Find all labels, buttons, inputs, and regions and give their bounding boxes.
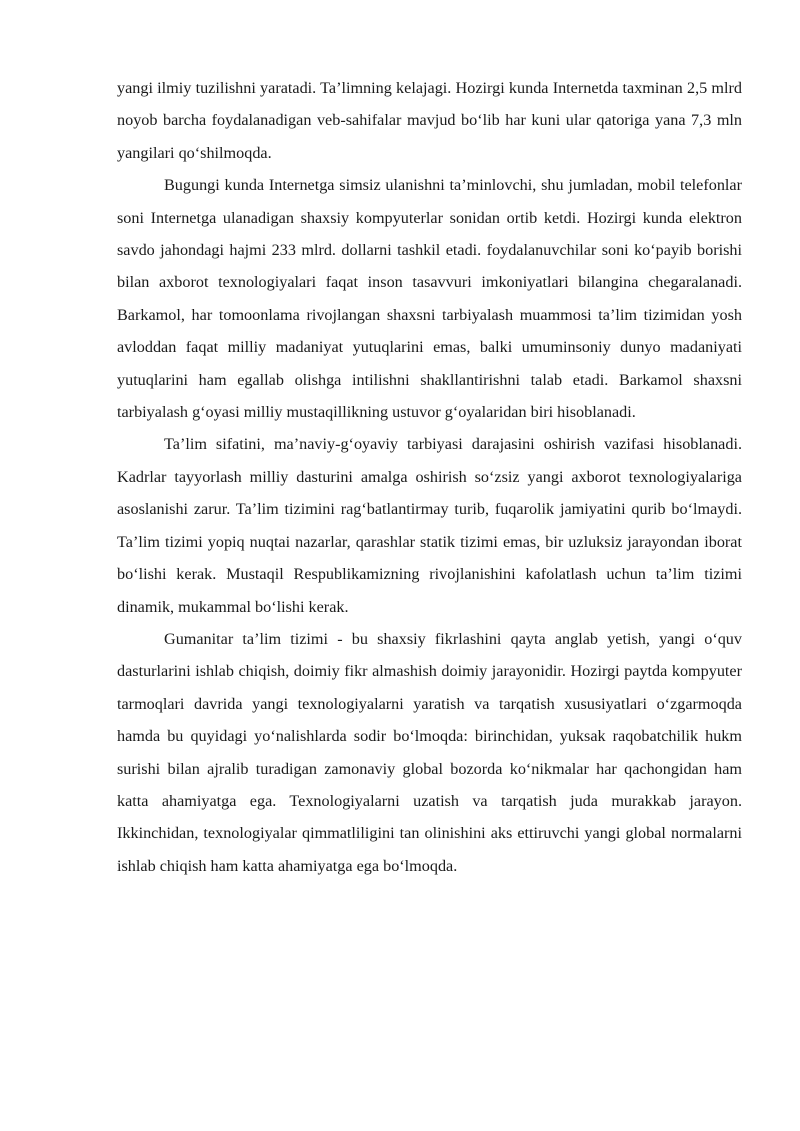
paragraph-2: Bugungi kunda Internetga simsiz ulanishni ta’minlovchi, shu jumladan, mobil telefonlar soni Internetga ulanadigan shaxsiy kompyuterlar sonidan ortib ketdi. Hozirgi kunda elektron savdo jahondagi hajmi 233 mlrd. dollarni tashkil etadi. foydalanuvchilar soni ko‘payib borishi bilan axborot texnologiyalari faqat inson tasavvuri imkoniyatlari bilangina chegaralanadi. Barkamol, har tomoonlama rivojlangan shaxsni tarbiyalash muammosi ta’lim tizimidan yosh avloddan faqat milliy madaniyat yutuqlarini emas, balki umuminsoniy dunyo madaniyati yutuqlarini ham egallab olishga intilishni shakllantirishni talab etadi. Barkamol shaxsni tarbiyalash g‘oyasi milliy mustaqillikning ustuvor g‘oyalaridan biri hisoblanadi.	[117, 176, 742, 422]
paragraph-1: yangi ilmiy tuzilishni yaratadi. Ta’limning kelajagi. Hozirgi kunda Internetda taxminan 2,5 mlrd noyob barcha foydalanadigan veb-sahifalar mavjud bo‘lib har kuni ular qatoriga yana 7,3 mln yangilari qo‘shilmoqda.	[117, 79, 742, 162]
document-page	[117, 72, 742, 882]
paragraph-3: Ta’lim sifatini, ma’naviy-g‘oyaviy tarbiyasi darajasini oshirish vazifasi hisoblanadi. Kadrlar tayyorlash milliy dasturini amalga oshirish so‘zsiz yangi axborot texnologiyalariga asoslanishi zarur. Ta’lim tizimini rag‘batlantirmay turib, fuqarolik jamiyatini qurib bo‘lmaydi. Ta’lim tizimi yopiq nuqtai nazarlar, qarashlar statik tizimi emas, bir uzluksiz jarayondan iborat bo‘lishi kerak. Mustaqil Respublikamizning rivojlanishini kafolatlash uchun ta’lim tizimi dinamik, mukammal bo‘lishi kerak.	[117, 435, 742, 616]
paragraph-4: Gumanitar ta’lim tizimi - bu shaxsiy fikrlashini qayta anglab yetish, yangi o‘quv dasturlarini ishlab chiqish, doimiy fikr almashish doimiy jarayonidir. Hozirgi paytda kompyuter tarmoqlari davrida yangi texnologiyalarni yaratish va tarqatish xususiyatlari o‘zgarmoqda hamda bu quyidagi yo‘nalishlarda sodir bo‘lmoqda: birinchidan, yuksak raqobatchilik hukm surishi bilan ajralib turadigan zamonaviy global bozorda ko‘nikmalar har qachongidan ham katta ahamiyatga ega. Texnologiyalarni uzatish va tarqatish juda murakkab jarayon. Ikkinchidan, texnologiyalar qimmatliligini tan olinishini aks ettiruvchi yangi global normalarni ishlab chiqish ham katta ahamiyatga ega bo‘lmoqda.	[117, 629, 742, 875]
